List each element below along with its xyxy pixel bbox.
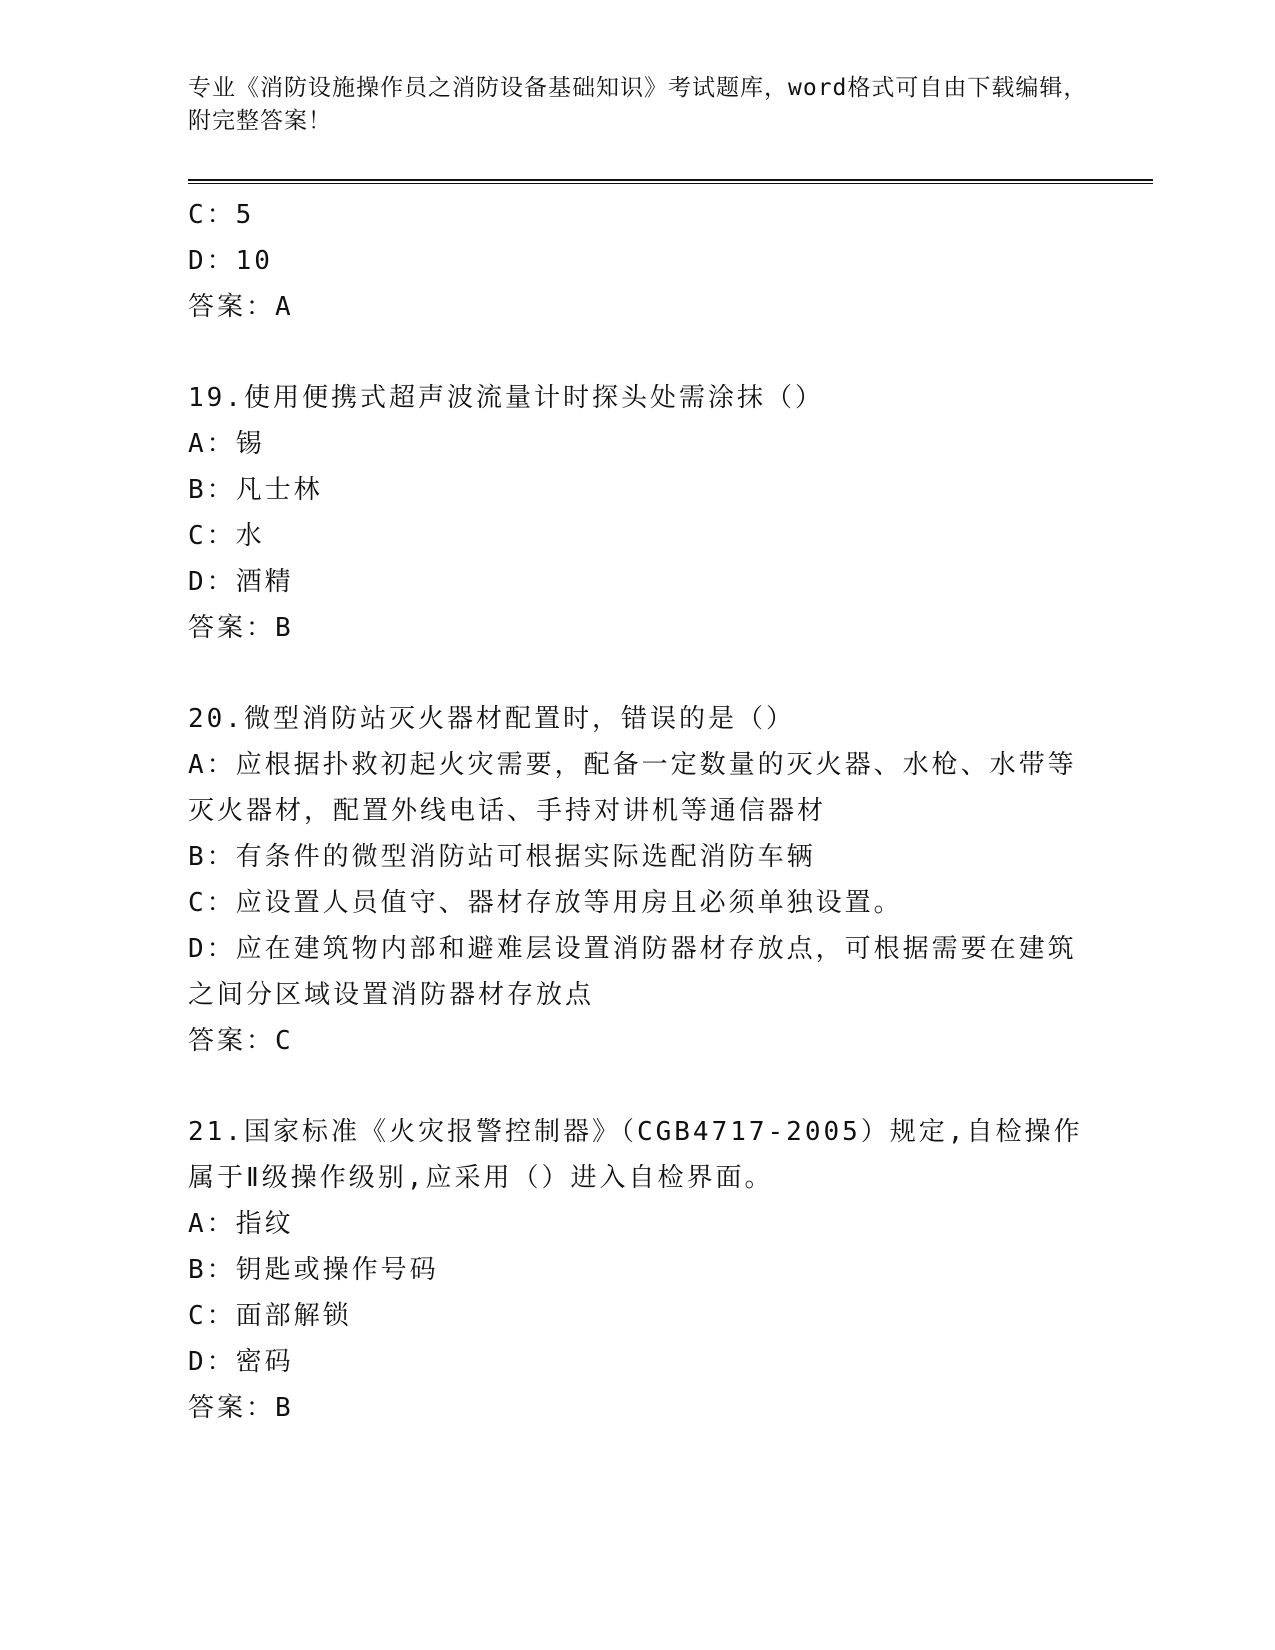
divider-line-thin <box>188 183 1153 184</box>
option-d: D：10 <box>188 246 273 276</box>
answer: 答案：B <box>188 1393 294 1423</box>
option-b: B：凡士林 <box>188 475 323 505</box>
option-a: A：指纹 <box>188 1209 294 1239</box>
answer: 答案：C <box>188 1026 294 1056</box>
option-a: A：应根据扑救初起火灾需要，配备一定数量的灭火器、水枪、水带等灭火器材，配置外线电话、手持对讲机等通信器材 <box>188 750 1077 826</box>
header-divider <box>188 179 1153 185</box>
question-content <box>188 192 1088 1431</box>
option-b: B：钥匙或操作号码 <box>188 1255 439 1285</box>
spacer <box>188 1064 1088 1109</box>
question-21 <box>188 1109 1088 1431</box>
question-20 <box>188 696 1088 1064</box>
option-c: C：水 <box>188 521 265 551</box>
question-stem: 20.微型消防站灭火器材配置时，错误的是（） <box>188 704 795 734</box>
answer: 答案：B <box>188 613 294 643</box>
question-stem: 19.使用便携式超声波流量计时探头处需涂抹（） <box>188 383 824 413</box>
spacer <box>188 651 1088 696</box>
spacer <box>188 330 1088 375</box>
option-d: D：密码 <box>188 1347 294 1377</box>
question-stem: 21.国家标准《火灾报警控制器》（CGB4717-2005）规定,自检操作属于Ⅱ级操作级别,应采用（）进入自检界面。 <box>188 1117 1083 1193</box>
option-d: D：应在建筑物内部和避难层设置消防器材存放点，可根据需要在建筑之间分区域设置消防器材存放点 <box>188 934 1077 1010</box>
answer: 答案：A <box>188 292 294 322</box>
option-a: A：锡 <box>188 429 265 459</box>
document-header: 专业《消防设施操作员之消防设备基础知识》考试题库，word格式可自由下载编辑，附完整答案！ <box>188 75 1088 134</box>
divider-line-thick <box>188 179 1153 181</box>
continued-question <box>188 192 1088 330</box>
option-d: D：酒精 <box>188 567 294 597</box>
option-c: C：面部解锁 <box>188 1301 352 1331</box>
option-c: C：应设置人员值守、器材存放等用房且必须单独设置。 <box>188 888 903 918</box>
question-19 <box>188 375 1088 651</box>
option-c: C：5 <box>188 200 255 230</box>
option-b: B：有条件的微型消防站可根据实际选配消防车辆 <box>188 842 816 872</box>
